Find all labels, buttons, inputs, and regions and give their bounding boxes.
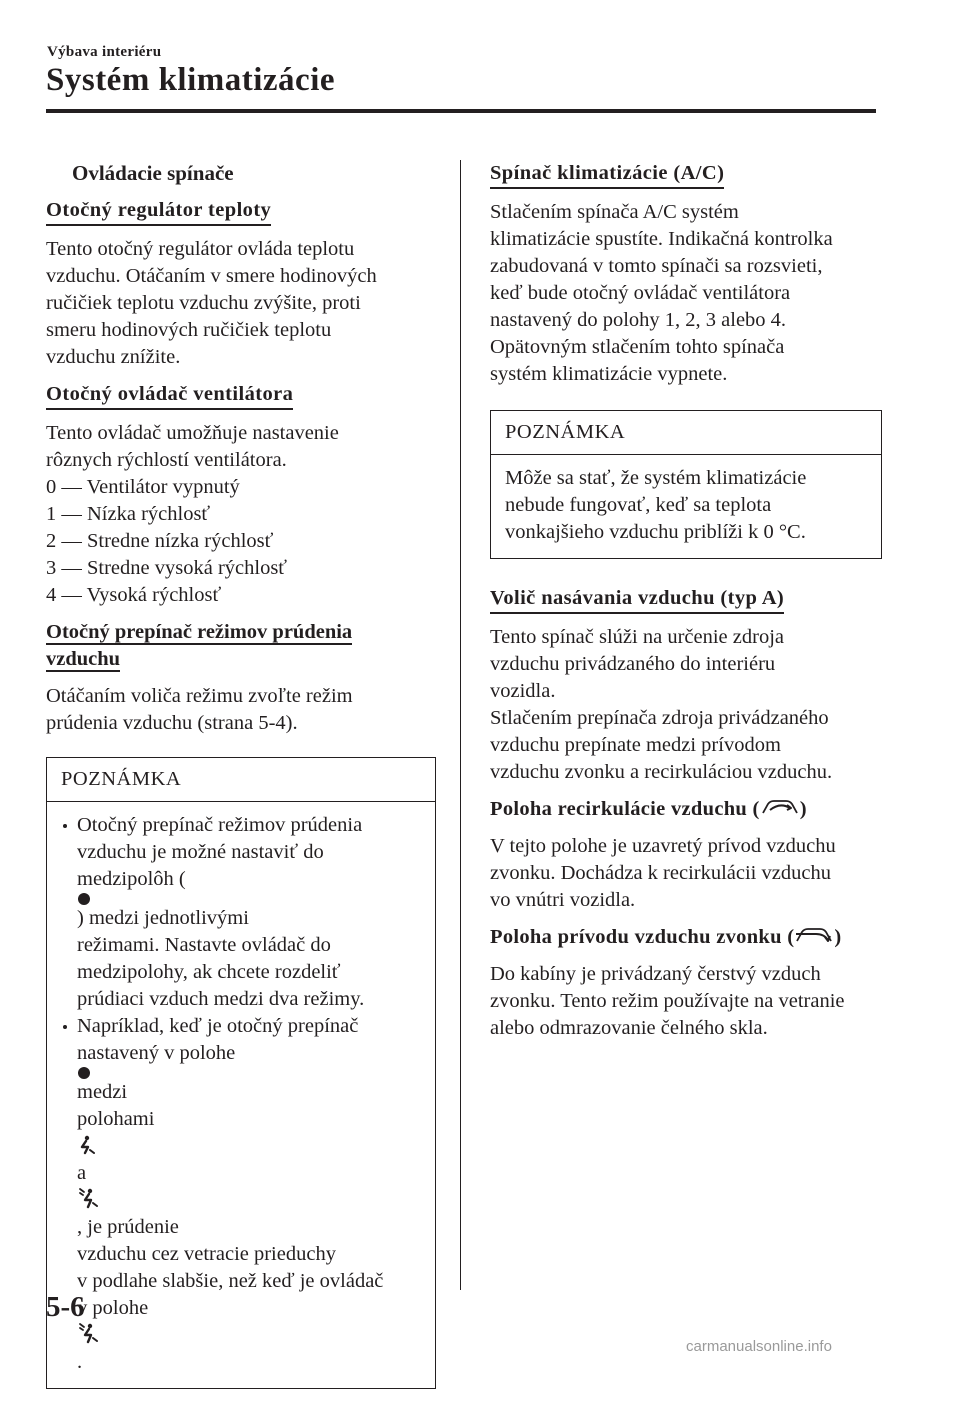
text-line: alebo odmrazovanie čelného skla.	[490, 1017, 768, 1039]
fan-speed-2: 2 ― Stredne nízka rýchlosť	[46, 530, 274, 552]
note-title: POZNÁMKA	[491, 411, 881, 455]
temp-section	[46, 197, 436, 226]
text-fragment: Poloha recirkulácie vzduchu (	[490, 798, 760, 820]
text-line	[77, 1040, 421, 1106]
text-line	[77, 1295, 421, 1376]
text-line: vzduchu. Otáčaním v smere hodinových	[46, 265, 377, 287]
text-line: Tento spínač slúži na určenie zdroja	[490, 626, 784, 648]
intermediate-position-dot-icon	[78, 893, 90, 905]
note-box-left	[46, 757, 436, 1389]
text-line: zabudovaná v tomto spínači sa rozsvieti,	[490, 255, 823, 277]
fan-section	[46, 381, 436, 410]
text-line: režimami. Nastavte ovládač do	[77, 934, 331, 956]
fan-speed-3: 3 ― Stredne vysoká rýchlosť	[46, 557, 288, 579]
text-fragment: polohami	[77, 1108, 155, 1130]
text-line: vzduchu prepínate medzi prívodom	[490, 734, 781, 756]
text-line: smeru hodinových ručičiek teplotu	[46, 319, 332, 341]
text-line: vozidla.	[490, 680, 556, 702]
text-line: keď bude otočný ovládač ventilátora	[490, 282, 791, 304]
note-bullet-2	[61, 1013, 421, 1376]
text-fragment: medzipolôh (	[77, 868, 186, 890]
text-line: Opätovným stlačením tohto spínača	[490, 336, 785, 358]
text-line: prúdiaci vzduch medzi dva režimy.	[77, 988, 365, 1010]
text-line: systém klimatizácie vypnete.	[490, 363, 728, 385]
fan-speed-4: 4 ― Vysoká rýchlosť	[46, 584, 222, 606]
mode-text	[46, 683, 436, 737]
text-line: klimatizácie spustíte. Indikačná kontrolka	[490, 228, 833, 250]
note-body	[47, 802, 435, 1388]
note-box-right	[490, 410, 882, 559]
recirc-text	[490, 833, 882, 914]
text-line: vzduchu privádzaného do interiéru	[490, 653, 776, 675]
right-column	[490, 160, 882, 1052]
mode-section	[46, 619, 436, 673]
intermediate-position-dot-icon	[78, 1067, 90, 1079]
text-line: Otočný prepínač režimov prúdenia	[77, 814, 363, 836]
text-fragment: a	[77, 1162, 87, 1184]
ac-section	[490, 160, 882, 189]
floor-defrost-mode-icon	[77, 1187, 99, 1209]
text-line: vonkajšieho vzduchu priblíži k 0 °C.	[505, 521, 806, 543]
page-number: 5-6	[46, 1291, 85, 1323]
text-line: Môže sa stať, že systém klimatizácie	[505, 467, 807, 489]
text-fragment: Poloha prívodu vzduchu zvonku (	[490, 926, 795, 948]
text-line: vzduchu zvonku a recirkuláciou vzduchu.	[490, 761, 833, 783]
text-line: vo vnútri vozidla.	[490, 889, 636, 911]
text-line: Stlačením spínača A/C systém	[490, 201, 739, 223]
text-line: zvonku. Dochádza k recirkulácii vzduchu	[490, 862, 831, 884]
text-fragment: nastavený v polohe	[77, 1042, 236, 1064]
text-line: V tejto polohe je uzavretý prívod vzduchu	[490, 835, 836, 857]
text-fragment: v polohe	[77, 1297, 149, 1319]
outside-air-label	[490, 924, 882, 951]
note-body	[491, 455, 881, 558]
mode-heading-line2: vzduchu	[46, 648, 121, 670]
text-line: vzduchu znížite.	[46, 346, 181, 368]
text-line: rôznych rýchlostí ventilátora.	[46, 449, 287, 471]
column-divider	[460, 160, 461, 1290]
ac-heading: Spínač klimatizácie (A/C)	[490, 160, 724, 189]
text-line: ručičiek teplotu vzduchu zvýšite, proti	[46, 292, 361, 314]
recirculation-icon	[760, 796, 800, 818]
fan-speed-1: 1 ― Nízka rýchlosť	[46, 503, 211, 525]
fan-text	[46, 420, 436, 609]
text-line: zvonku. Tento režim používajte na vetranie	[490, 990, 845, 1012]
text-fragment: .	[77, 1351, 83, 1373]
text-line: vzduchu cez vetracie prieduchy	[77, 1243, 336, 1265]
text-line: medzipolohy, ak chcete rozdeliť	[77, 961, 341, 983]
text-fragment: )	[799, 798, 807, 820]
floor-defrost-mode-icon	[77, 1322, 99, 1344]
note-title: POZNÁMKA	[47, 758, 435, 802]
text-line	[77, 866, 421, 932]
intake-section	[490, 585, 882, 614]
floor-mode-icon	[77, 1135, 95, 1155]
text-line: Tento ovládač umožňuje nastavenie	[46, 422, 339, 444]
text-fragment: )	[834, 926, 842, 948]
page-title: Systém klimatizácie	[46, 62, 336, 98]
text-fragment: ) medzi jednotlivými	[77, 907, 249, 929]
text-line: nebude fungovať, keď sa teplota	[505, 494, 772, 516]
footer-watermark[interactable]: carmanualsonline.info	[686, 1338, 832, 1355]
fan-speed-0: 0 ― Ventilátor vypnutý	[46, 476, 240, 498]
left-column	[46, 160, 436, 1407]
intake-heading: Volič nasávania vzduchu (typ A)	[490, 585, 784, 614]
ac-text	[490, 199, 882, 388]
text-line: v podlahe slabšie, než keď je ovládač	[77, 1270, 384, 1292]
temp-heading: Otočný regulátor teploty	[46, 197, 271, 226]
text-line: nastavený do polohy 1, 2, 3 alebo 4.	[490, 309, 787, 331]
text-line: Do kabíny je privádzaný čerstvý vzduch	[490, 963, 821, 985]
section-label: Výbava interiéru	[47, 44, 162, 60]
text-line: Otáčaním voliča režimu zvoľte režim	[46, 685, 353, 707]
outside-air-icon	[794, 924, 834, 946]
text-line: Tento otočný regulátor ovláda teplotu	[46, 238, 355, 260]
temp-text	[46, 236, 436, 371]
text-line	[77, 1106, 421, 1241]
note-bullet-1	[61, 812, 421, 1013]
text-line: Stlačením prepínača zdroja privádzaného	[490, 707, 829, 729]
header-rule	[46, 109, 876, 113]
recirc-label	[490, 796, 882, 823]
text-line: Napríklad, keď je otočný prepínač	[77, 1015, 359, 1037]
fan-heading: Otočný ovládač ventilátora	[46, 381, 293, 410]
text-line: vzduchu je možné nastaviť do	[77, 841, 324, 863]
text-fragment: medzi	[77, 1081, 128, 1103]
intake-text	[490, 624, 882, 786]
mode-heading-line1: Otočný prepínač režimov prúdenia	[46, 621, 353, 643]
text-line: prúdenia vzduchu (strana 5-4).	[46, 712, 298, 734]
controls-subheading: Ovládacie spínače	[72, 161, 234, 185]
text-fragment: , je prúdenie	[77, 1216, 179, 1238]
outside-air-text	[490, 961, 882, 1042]
